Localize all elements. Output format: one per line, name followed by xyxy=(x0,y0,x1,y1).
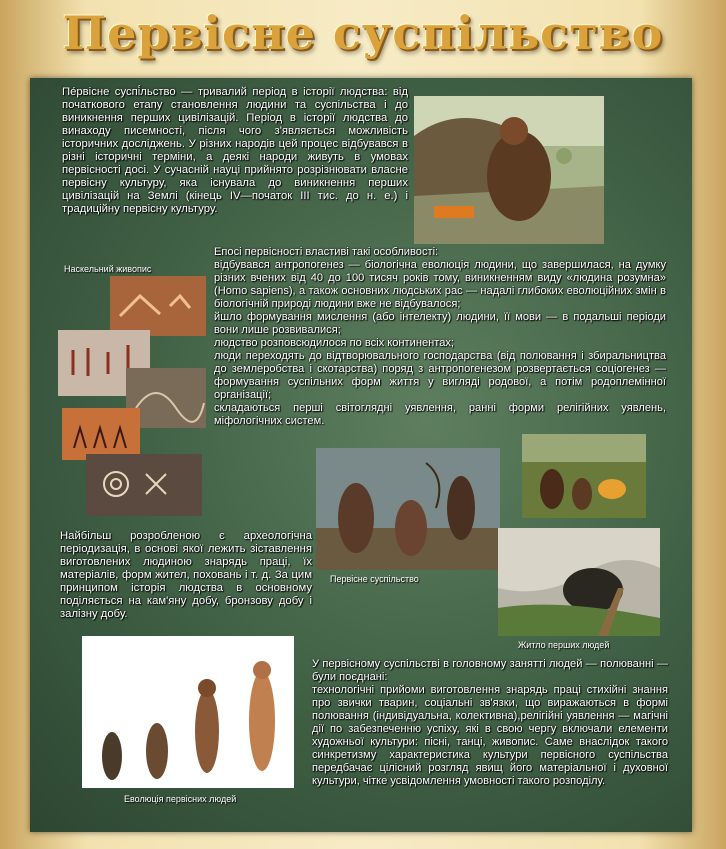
camp-scene-image xyxy=(522,434,646,518)
intro-text: Пе́рвісне суспі́льство — тривалий період в історії людства: від початкового етапу становлення людини та суспільства і до виникнення перших цивілізацій. Період в історії людства до винаходу писемності, після чого з'являється можливість історичних досліджень. У різних народів цей процес відбувався в різні історичні терміни, а деякі народи живуть в умовах первісності досі. У сучасній науці прийнято розрізнювати власне первісну культуру, яка існувала до виникнення перших цивілізацій на Землі (кінець IV—початок III тис. до н. е.) і традиційну первісну культуру. xyxy=(62,86,408,215)
periodization-paragraph xyxy=(60,530,312,621)
content-board xyxy=(30,78,692,832)
features-heading: Епосі первісності властиві такі особливості: xyxy=(214,246,439,258)
dwelling-caption: Житло перших людей xyxy=(518,640,610,650)
cave-image xyxy=(498,528,660,636)
rock-art-image-5 xyxy=(86,454,202,516)
culture-lead: У первісному суспільстві в головному занятті людей — полюванні — були поєднані: xyxy=(312,658,668,683)
rock-art-caption: Наскельний живопис xyxy=(64,264,152,274)
rock-art-image-4 xyxy=(62,408,140,460)
culture-body: технологічні прийоми виготовлення знарядь праці стихійні знання про звички тварин, соціальні зв'язки, що виражаються в формі полювання (індивідуальна, колективна),релігійні уявлення — магічні дії по забезпеченню успіху, які в свою чергу включали елементи художньої культури: пісні, танці, живопис. Саме внаслідок такого синкретизму характеристика культури первісного суспільства передбачає цілісний розгляд явищ його матеріальної і духовної культури, чітке усвідомлення умовності такого розподілу. xyxy=(312,684,668,787)
evolution-caption: Еволюція первісних людей xyxy=(124,794,237,804)
feature-item: відбувався антропогенез — біологічна еволюція людини, що завершилася, на думку різних вчених від 40 до 100 тисяч років тому, виникненням виду «людина розумна» (Homo sapiens), а також основних людських рас — надалі глибоких еволюційних змін в біологічній природі людини вже не відбувалося; xyxy=(214,259,666,310)
feature-item: складаються перші світоглядні уявлення, ранні форми релігійних уявлень, міфологічних систем. xyxy=(214,402,666,427)
evolution-image xyxy=(82,636,294,788)
culture-block xyxy=(312,658,668,788)
periodization-text: Найбільш розробленою є археологічна періодизація, в основі якої лежить зіставлення виготовлених людиною знарядь праці, їх матеріалів, форм жител, поховань і т. д. За цим принципом історія людства в основному поділяється на кам'яну добу, бронзову добу і залізну добу. xyxy=(60,530,312,620)
rock-art-image-1 xyxy=(110,276,206,336)
society-caption: Первісне суспільство xyxy=(330,574,419,584)
features-block xyxy=(214,246,666,428)
intro-paragraph xyxy=(62,86,408,216)
feature-item: йшло формування мислення (або інтелекту) людини, її мови — в подальші періоди вони лише розвивалися; xyxy=(214,311,666,336)
hunting-scene-image xyxy=(316,448,500,570)
feature-item: люди переходять до відтворювального господарства (від полювання і збиральництва до землеробства і скотарства) поряд з антропогенезом розвертається соціогенез — формування суспільних форм життя у вигляді родової, а потім родоплемінної організації; xyxy=(214,350,666,401)
feature-item: людство розповсюдилося по всіх континентах; xyxy=(214,337,455,349)
caveman-image xyxy=(414,96,604,244)
page-title: Первісне суспільство xyxy=(62,6,664,60)
